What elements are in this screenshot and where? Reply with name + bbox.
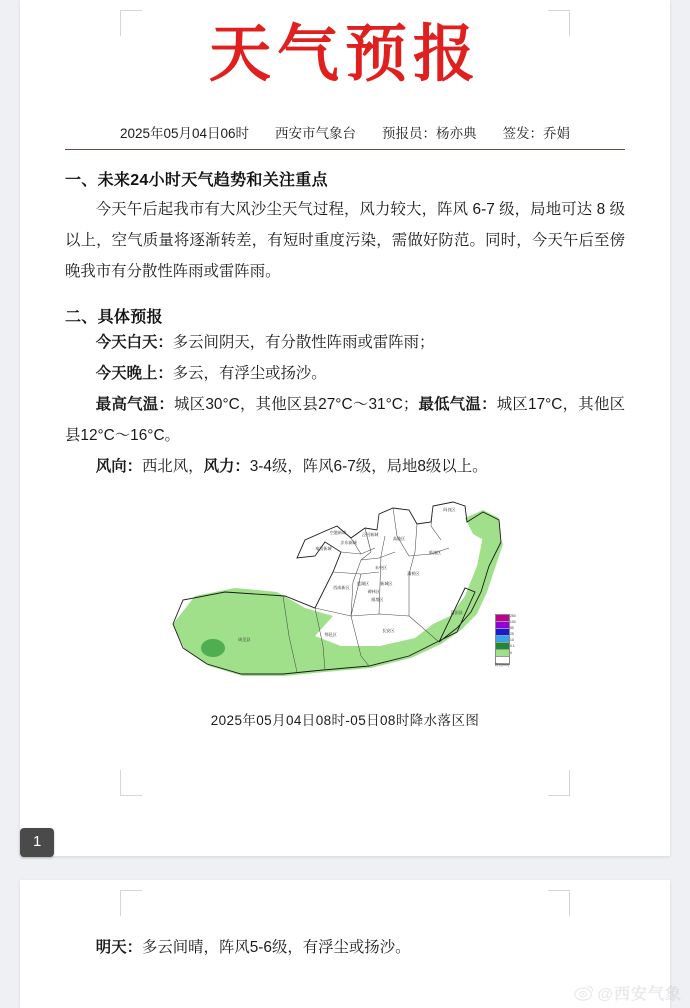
max-temp-label: 最高气温： <box>95 396 175 413</box>
legend-label-250: 250 <box>510 614 516 618</box>
document-page-1 <box>20 0 670 856</box>
map-label-qinhan: 秦汉新城 <box>315 546 332 552</box>
section-1-heading: 一、未来24小时天气趋势和关注重点 <box>65 172 328 189</box>
corner-mark-bottom-right <box>548 770 570 796</box>
forecast-item-night-text: 多云，有浮尘或扬沙。 <box>172 365 327 382</box>
map-label-lintong: 临潼区 <box>428 550 442 556</box>
map-label-yanta: 雁塔区 <box>371 596 384 602</box>
wind-direction-label: 风向： <box>95 458 142 475</box>
legend-swatch-25 <box>496 636 509 643</box>
legend-label-01: 0.1 <box>510 644 515 648</box>
forecast-item-daytime-label: 今天白天： <box>95 334 173 351</box>
legend-label-0: 0 <box>510 651 512 655</box>
corner-mark-bottom-left <box>120 770 142 796</box>
forecast-item-tomorrow-text: 多云间晴，阵风5-6级，有浮尘或扬沙。 <box>141 939 411 956</box>
map-label-changan: 长安区 <box>382 628 395 634</box>
map-label-lantian: 蓝田县 <box>450 609 463 615</box>
precip-zone-heavy <box>201 639 225 657</box>
map-label-fengdong: 沣东新城 <box>340 540 357 546</box>
watermark-text: @西安气象 <box>597 986 682 1003</box>
meta-signer: 签发：乔娟 <box>502 126 571 141</box>
forecast-item-night <box>65 358 625 389</box>
legend-swatch-250 <box>496 615 509 622</box>
meta-issuer: 西安市气象台 <box>275 126 357 141</box>
map-label-zhouzhi: 周至县 <box>238 636 251 642</box>
map-label-gaoling: 高陵区 <box>392 536 406 542</box>
min-temp-label: 最低气温： <box>418 396 497 413</box>
document-body <box>20 0 670 729</box>
precip-zone-light-north <box>465 510 501 542</box>
map-label-yanliang: 阎良区 <box>443 507 456 513</box>
forecast-item-tomorrow-label: 明天： <box>95 939 142 956</box>
map-label-konggang: 空港新城 <box>329 529 346 535</box>
forecast-item-daytime <box>65 327 625 358</box>
min-temp-text: 城区17°C，其他区县12°C～16°C。 <box>65 396 625 444</box>
legend-swatch-01 <box>496 650 509 657</box>
page-number-badge[interactable]: 1 <box>20 828 54 857</box>
figure-caption: 2025年05月04日08时-05日08时降水落区图 <box>210 713 480 728</box>
legend-swatch-100 <box>496 622 509 629</box>
map-label-huyi: 鄠邑区 <box>324 632 337 638</box>
precipitation-figure <box>65 496 625 729</box>
precipitation-legend <box>495 614 523 665</box>
wind-line <box>65 451 625 482</box>
legend-label-25: 25 <box>510 632 514 636</box>
wind-force-text: 3-4级，阵风6-7级，局地8级以上。 <box>249 458 488 475</box>
header-divider <box>65 149 625 150</box>
legend-label-50: 50 <box>510 626 514 630</box>
legend-unit-label: 降水(mm) <box>495 663 509 667</box>
map-label-beilin: 碑林区 <box>367 589 380 595</box>
forecast-item-tomorrow <box>65 932 625 963</box>
legend-swatch-10 <box>496 643 509 650</box>
temperature-line <box>65 389 625 451</box>
precipitation-map <box>165 496 525 701</box>
legend-label-100: 100 <box>510 620 516 624</box>
section-2-heading: 二、具体预报 <box>65 309 163 326</box>
map-svg <box>165 496 525 696</box>
wind-force-label: 风力： <box>203 458 250 475</box>
forecast-item-night-label: 今天晚上： <box>95 365 173 382</box>
legend-swatch-column <box>495 614 510 665</box>
map-label-baqiao: 灞桥区 <box>407 570 420 576</box>
meta-forecaster: 预报员：杨亦典 <box>382 126 477 141</box>
meta-datetime: 2025年05月04日06时 <box>119 126 250 141</box>
max-temp-text: 城区30°C，其他区县27°C～31°C； <box>174 396 419 413</box>
weibo-watermark <box>574 981 682 1004</box>
page-title: 天气预报 <box>208 20 481 89</box>
document-meta-row <box>65 122 625 142</box>
wind-direction-text: 西北风， <box>141 458 204 475</box>
map-label-jinghe: 泾河新城 <box>362 531 379 537</box>
forecast-item-daytime-text: 多云间阴天，有分散性阵雨或雷阵雨； <box>172 334 435 351</box>
legend-label-10: 10 <box>510 638 514 642</box>
map-label-weiyang: 未央区 <box>374 564 388 570</box>
precip-zone-light <box>173 530 503 676</box>
document-page-2-body <box>20 880 670 963</box>
legend-swatch-50 <box>496 629 509 636</box>
map-label-xincheng: 新城区 <box>380 581 393 587</box>
map-label-lianhu: 莲湖区 <box>356 581 370 587</box>
section-1-paragraph: 今天午后起我市有大风沙尘天气过程，风力较大，阵风 6-7 级，局地可达 8 级以上，空气质量将逐渐转差，有短时重度污染，需做好防范。同时，今天午后至傍晚我市有分散性阵雨或雷阵雨。 <box>65 201 625 280</box>
map-label-xixian: 西咸新区 <box>333 585 350 591</box>
weibo-eye-icon <box>574 984 594 1001</box>
document-page-2 <box>20 880 670 1008</box>
